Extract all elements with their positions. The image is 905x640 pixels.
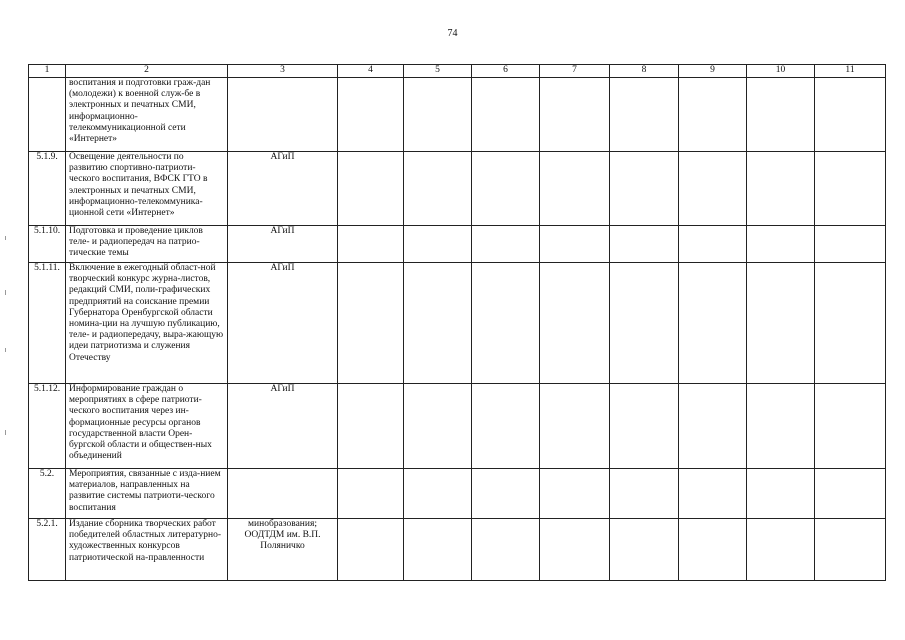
empty-cell xyxy=(338,384,404,469)
column-header: 2 xyxy=(66,65,228,78)
row-number-cell: 5.2.1. xyxy=(29,519,66,581)
empty-cell xyxy=(472,519,540,581)
table-row xyxy=(29,226,886,263)
row-number-cell: 5.2. xyxy=(29,469,66,519)
executor-cell: минобразования; ООДТДМ им. В.П. Поляничко xyxy=(228,519,338,581)
activity-name-cell: Информирование граждан о мероприятиях в сфере патриоти-ческого воспитания через ин-формационные ресурсы органов государственной власти Орен-бургской области и обществен-ных объединений xyxy=(66,384,228,469)
empty-cell xyxy=(610,469,679,519)
empty-cell xyxy=(679,78,747,152)
table-row xyxy=(29,78,886,152)
empty-cell xyxy=(679,519,747,581)
executor-cell: АГиП xyxy=(228,226,338,263)
table-row xyxy=(29,263,886,384)
empty-cell xyxy=(610,226,679,263)
empty-cell xyxy=(540,384,610,469)
column-header: 8 xyxy=(610,65,679,78)
empty-cell xyxy=(815,78,886,152)
executor-cell: АГиП xyxy=(228,384,338,469)
empty-cell xyxy=(610,263,679,384)
empty-cell xyxy=(338,78,404,152)
empty-cell xyxy=(747,469,815,519)
empty-cell xyxy=(338,226,404,263)
empty-cell xyxy=(610,519,679,581)
empty-cell xyxy=(679,226,747,263)
empty-cell xyxy=(540,226,610,263)
empty-cell xyxy=(540,519,610,581)
empty-cell xyxy=(679,152,747,226)
empty-cell xyxy=(540,469,610,519)
empty-cell xyxy=(679,263,747,384)
empty-cell xyxy=(404,384,472,469)
empty-cell xyxy=(747,152,815,226)
empty-cell xyxy=(404,152,472,226)
column-header: 6 xyxy=(472,65,540,78)
executor-cell xyxy=(228,78,338,152)
empty-cell xyxy=(679,384,747,469)
table-row xyxy=(29,384,886,469)
column-header: 4 xyxy=(338,65,404,78)
empty-cell xyxy=(610,78,679,152)
empty-cell xyxy=(404,226,472,263)
column-header: 11 xyxy=(815,65,886,78)
row-number-cell: 5.1.9. xyxy=(29,152,66,226)
executor-cell xyxy=(228,469,338,519)
empty-cell xyxy=(815,263,886,384)
empty-cell xyxy=(338,469,404,519)
empty-cell xyxy=(404,78,472,152)
empty-cell xyxy=(679,469,747,519)
empty-cell xyxy=(610,384,679,469)
column-header: 3 xyxy=(228,65,338,78)
empty-cell xyxy=(815,226,886,263)
empty-cell xyxy=(747,263,815,384)
activity-name-cell: Подготовка и проведение циклов теле- и радиопередач на патрио-тические темы xyxy=(66,226,228,263)
empty-cell xyxy=(815,519,886,581)
empty-cell xyxy=(540,78,610,152)
activity-name-cell: Мероприятия, связанные с изда-нием материалов, направленных на развитие системы патриоти-ческого воспитания xyxy=(66,469,228,519)
plan-table xyxy=(28,64,886,581)
executor-cell: АГиП xyxy=(228,152,338,226)
activity-name-cell: Включение в ежегодный област-ной творческий конкурс журна-листов, редакций СМИ, поли-графических предприятий на соискание премии Губернатора Оренбургской области номина-ции на лучшую публикацию, теле- и радиопередачу, выра-жающую идеи патриотизма и служения Отечеству xyxy=(66,263,228,384)
table-row xyxy=(29,152,886,226)
empty-cell xyxy=(472,469,540,519)
empty-cell xyxy=(338,152,404,226)
table-row xyxy=(29,519,886,581)
activity-name-cell: Издание сборника творческих работ победителей областных литературно-художественных конкурсов патриотической на-правленности xyxy=(66,519,228,581)
column-header: 10 xyxy=(747,65,815,78)
empty-cell xyxy=(472,152,540,226)
column-header: 9 xyxy=(679,65,747,78)
empty-cell xyxy=(404,469,472,519)
empty-cell xyxy=(610,152,679,226)
column-header: 1 xyxy=(29,65,66,78)
column-header: 5 xyxy=(404,65,472,78)
empty-cell xyxy=(338,263,404,384)
empty-cell xyxy=(815,469,886,519)
row-number-cell xyxy=(29,78,66,152)
row-number-cell: 5.1.11. xyxy=(29,263,66,384)
page-number: 74 xyxy=(447,28,458,39)
empty-cell xyxy=(472,384,540,469)
empty-cell xyxy=(540,152,610,226)
empty-cell xyxy=(747,384,815,469)
column-header: 7 xyxy=(540,65,610,78)
table-row xyxy=(29,469,886,519)
empty-cell xyxy=(404,519,472,581)
header-row xyxy=(29,65,886,78)
row-number-cell: 5.1.10. xyxy=(29,226,66,263)
empty-cell xyxy=(747,519,815,581)
activity-name-cell: Освещение деятельности по развитию спортивно-патриоти-ческого воспитания, ВФСК ГТО в электронных и печатных СМИ, информационно-телекоммуника-ционной сети «Интернет» xyxy=(66,152,228,226)
empty-cell xyxy=(404,263,472,384)
row-number-cell: 5.1.12. xyxy=(29,384,66,469)
empty-cell xyxy=(338,519,404,581)
empty-cell xyxy=(815,152,886,226)
binding-margin-marks xyxy=(3,230,9,490)
empty-cell xyxy=(472,226,540,263)
empty-cell xyxy=(815,384,886,469)
activity-name-cell: воспитания и подготовки граж-дан (молодежи) к военной служ-бе в электронных и печатных СМИ, информационно-телекоммуникационной сети «Интернет» xyxy=(66,78,228,152)
empty-cell xyxy=(472,78,540,152)
empty-cell xyxy=(747,226,815,263)
empty-cell xyxy=(747,78,815,152)
executor-cell: АГиП xyxy=(228,263,338,384)
empty-cell xyxy=(472,263,540,384)
empty-cell xyxy=(540,263,610,384)
